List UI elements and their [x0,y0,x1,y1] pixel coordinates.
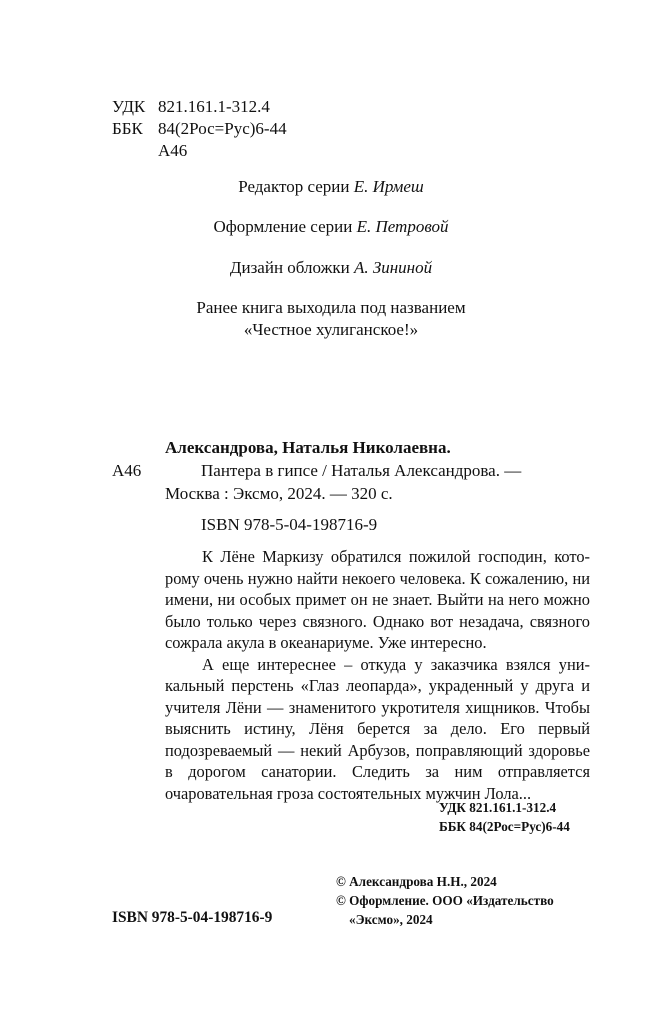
isbn-line: ISBN 978-5-04-198716-9 [201,515,378,534]
editor-name: Е. Ирмеш [353,177,424,196]
bbk-value: 84(2Рос=Рус)6-44 [158,119,287,138]
annotation-paragraph-1: К Лёне Маркизу обратился пожилой господин, которому очень нужно найти некоего человека. К сожалению, ни имени, ни особых примет он не знает. Выйти на него можно было только через связного. Однако вот незадача, связного сожрала акула в океанариуме. Уже интересно. [165,547,590,652]
title-line1: Пантера в гипсе / Наталья Александрова. — [201,461,522,480]
udk-line [112,96,287,118]
cover-design-credit [0,257,662,279]
design-label: Оформление серии [213,217,353,236]
copyright-design-line2: «Эксмо», 2024 [349,912,433,927]
series-editor-credit [0,176,662,198]
udk-key: УДК [112,97,146,116]
editor-label: Редактор серии [238,177,350,196]
bbk-key: ББК [112,119,143,138]
annotation-paragraph-2: А еще интереснее – откуда у заказчика взялся уникальный перстень «Глаз леопарда», украденный у друга и учителя Лёни — знаменитого укротителя хищников. Чтобы выяснить истину, Лёня берется за дело. Его первый подозреваемый — некий Арбузов, поправляющий здоровье в дорогом санатории. Следить за ним отправляется очаровательная гроза состоятельных мужчин Лола... [165,654,590,803]
bbk-line [112,118,287,140]
classification-block [112,96,287,162]
copyright-author: © Александрова Н.Н., 2024 [336,874,497,889]
annotation [165,546,590,804]
side-author-mark: А46 [112,461,142,480]
author-heading: Александрова, Наталья Николаевна. [165,438,451,457]
cover-label: Дизайн обложки [229,258,350,277]
bbk-bottom: ББК 84(2Рос=Рус)6-44 [439,819,570,834]
copyright-design-line1: © Оформление. ООО «Издательство [336,893,554,908]
cover-name: А. Зининой [353,258,433,277]
previous-title-note [0,297,662,341]
author-mark-line [112,140,287,162]
title-line2: Москва : Эксмо, 2024. — 320 с. [165,484,393,503]
footer-isbn: ISBN 978-5-04-198716-9 [112,909,273,926]
author-mark: А46 [158,141,188,160]
udk-bottom: УДК 821.161.1-312.4 [439,800,557,815]
previous-title-line1: Ранее книга выходила под названием [196,298,466,317]
previous-title-line2: «Честное хулиганское!» [243,320,419,339]
udk-value: 821.161.1-312.4 [158,97,270,116]
design-name: Е. Петровой [356,217,449,236]
series-design-credit [0,216,662,238]
